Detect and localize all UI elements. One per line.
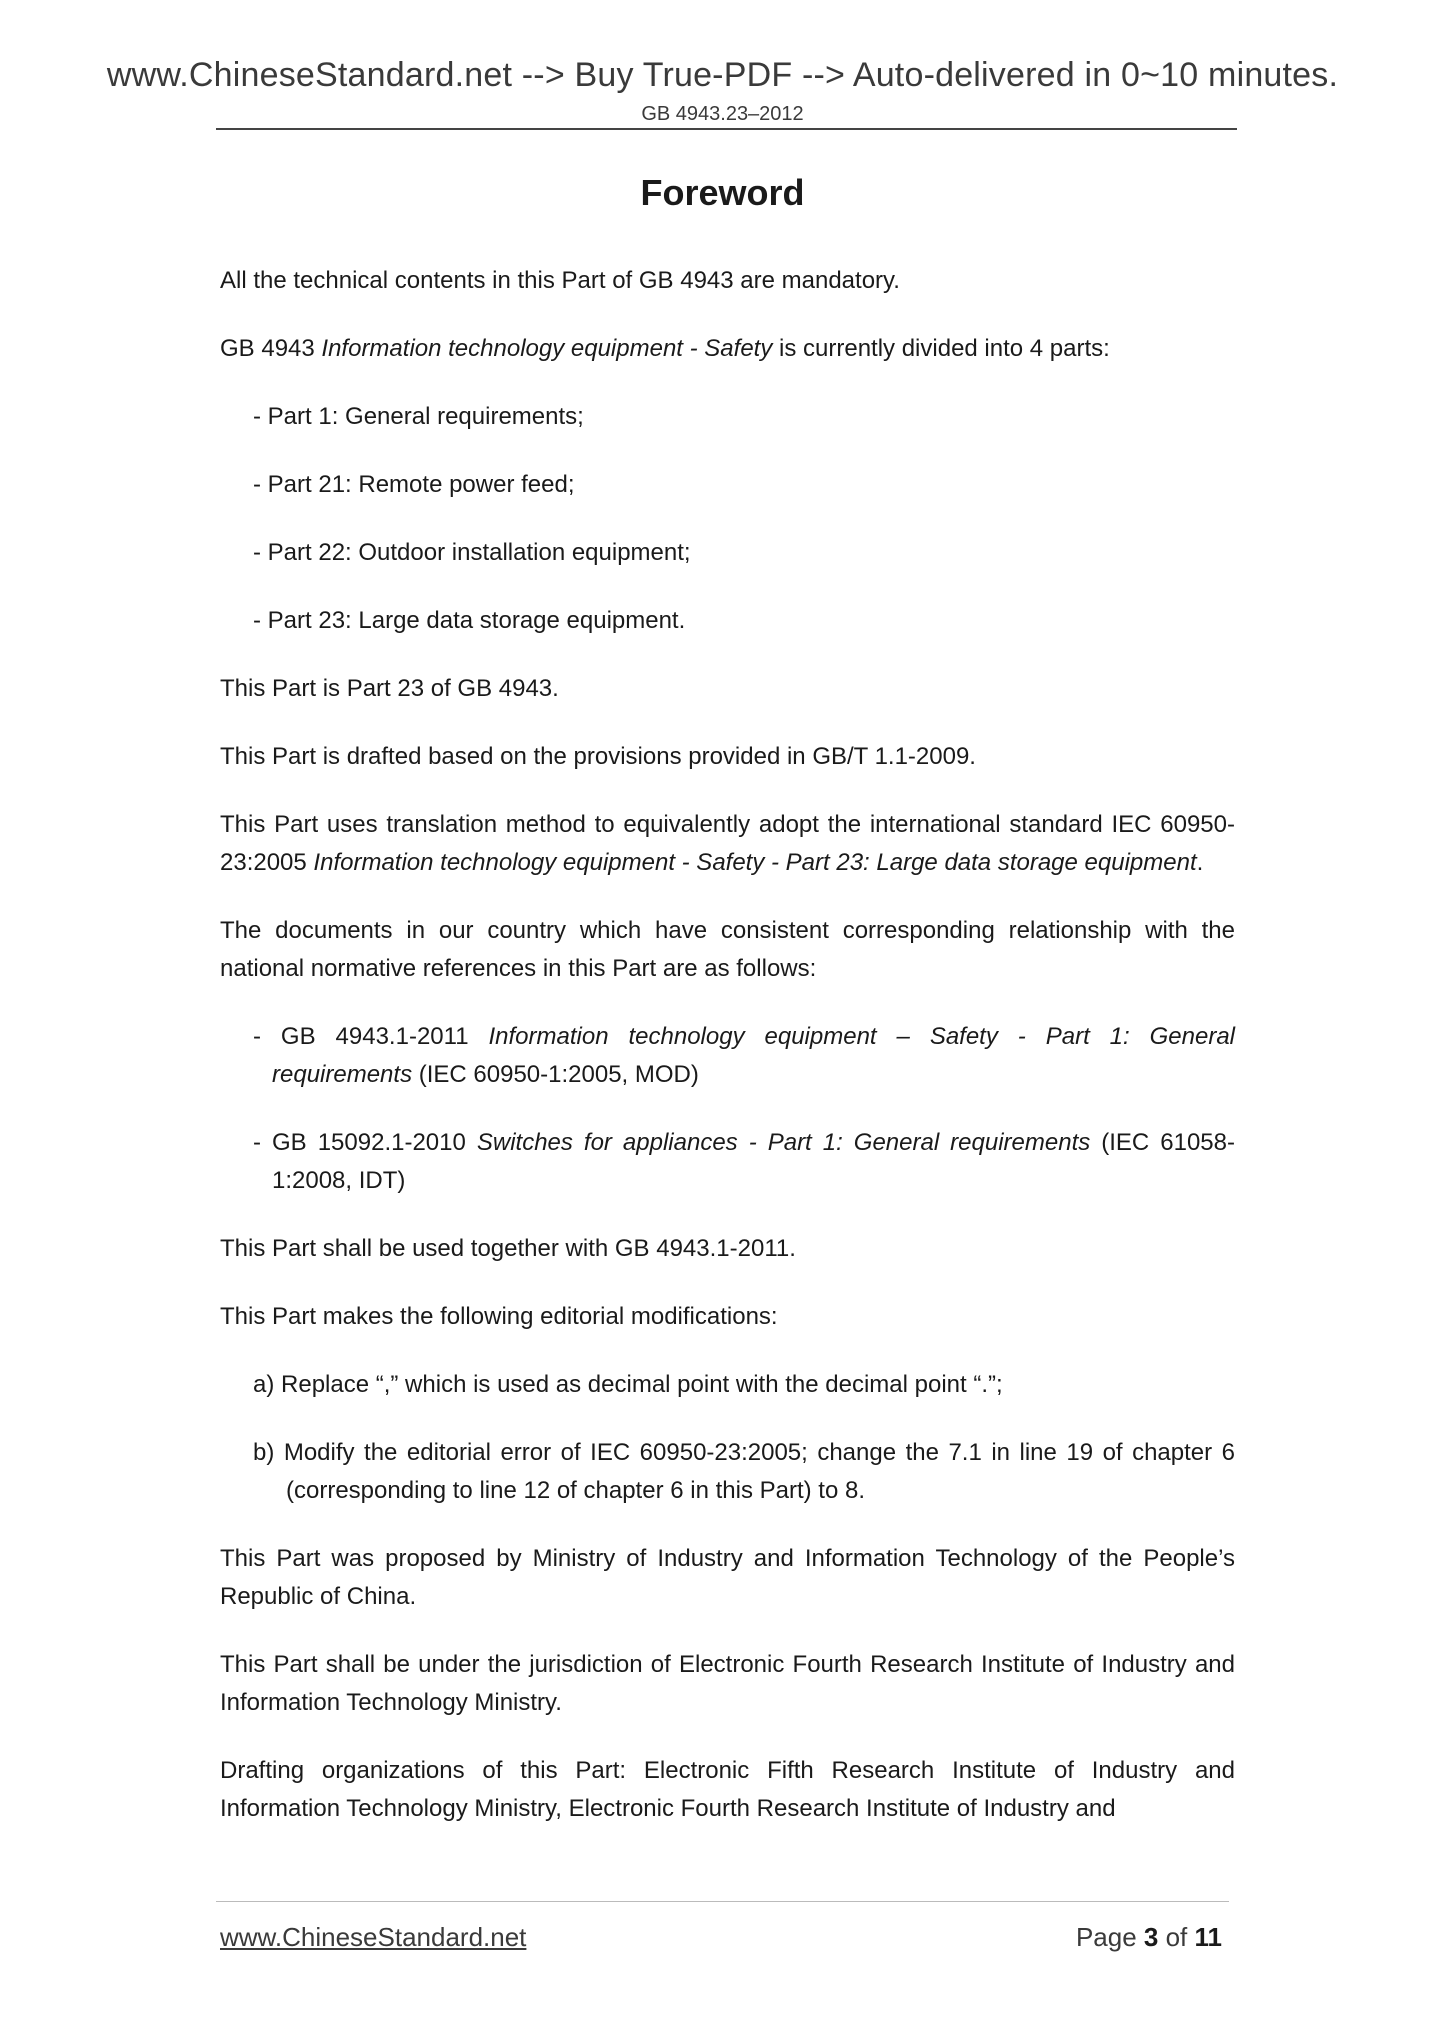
jurisdiction-paragraph: This Part shall be under the jurisdiction of Electronic Fourth Research Institute of Industry and Information Technology Ministry. (220, 1651, 1235, 1716)
adoption-paragraph (220, 806, 1235, 882)
mandatory-paragraph: All the technical contents in this Part of GB 4943 are mandatory. (220, 267, 900, 294)
reference-title: Switches for appliances - Part 1: General requirements (476, 1129, 1091, 1156)
page-total: 11 (1194, 1922, 1222, 1952)
parts-intro-title: Information technology equipment - Safety (321, 335, 773, 362)
proposer-paragraph: This Part was proposed by Ministry of Industry and Information Technology of the People’s Republic of China. (220, 1545, 1235, 1610)
list-item: - Part 21: Remote power feed; (253, 471, 575, 498)
reference-equivalence: (IEC 61058-1:2008, IDT) (272, 1129, 1235, 1194)
usage-paragraph: This Part shall be used together with GB 4943.1-2011. (220, 1235, 796, 1262)
references-list (220, 1018, 1235, 1200)
modification-item: b) Modify the editorial error of IEC 60950-23:2005; change the 7.1 in line 19 of chapter 6 (corresponding to line 12 of chapter 6 in this Part) to 8. (253, 1439, 1235, 1504)
page-number: 3 (1143, 1922, 1159, 1952)
adoption-standard-title: Information technology equipment - Safety - Part 23: Large data storage equipment (313, 849, 1197, 876)
reference-item (253, 1124, 1235, 1200)
page-indicator (1076, 1922, 1222, 1953)
footer-site-link[interactable]: www.ChineseStandard.net (220, 1922, 527, 1952)
list-item: - Part 23: Large data storage equipment. (253, 607, 686, 634)
footer-divider (216, 1901, 1229, 1902)
adoption-tail: . (1196, 849, 1204, 876)
header-divider (216, 128, 1237, 130)
reference-item (253, 1018, 1235, 1094)
reference-equivalence: (IEC 60950-1:2005, MOD) (412, 1061, 699, 1088)
part-number-paragraph: This Part is Part 23 of GB 4943. (220, 675, 559, 702)
modification-item: a) Replace “,” which is used as decimal point with the decimal point “.”; (253, 1371, 1003, 1398)
page-of-label: of (1158, 1922, 1195, 1952)
parts-intro-text: GB 4943 (220, 335, 322, 362)
parts-intro-tail: is currently divided into 4 parts: (772, 335, 1110, 362)
reference-code: - GB 15092.1-2010 (253, 1129, 477, 1156)
references-intro-paragraph: The documents in our country which have consistent corresponding relationship with the national normative references in this Part are as follows: (220, 917, 1235, 982)
list-item: - Part 1: General requirements; (253, 403, 584, 430)
parts-list (220, 398, 1235, 640)
page-label: Page (1075, 1922, 1144, 1952)
drafting-basis-paragraph: This Part is drafted based on the provisions provided in GB/T 1.1-2009. (220, 743, 976, 770)
top-banner[interactable]: www.ChineseStandard.net --> Buy True-PDF --> Auto-delivered in 0~10 minutes. (106, 56, 1339, 94)
modifications-intro-paragraph: This Part makes the following editorial modifications: (220, 1303, 778, 1330)
adoption-text: This Part uses translation method to equivalently adopt the international standard IEC 60950-23:2005 (220, 811, 1235, 876)
standard-code: GB 4943.23–2012 (641, 103, 804, 125)
reference-code: - GB 4943.1-2011 (253, 1023, 489, 1050)
document-body (220, 262, 1235, 1858)
page-title: Foreword (640, 172, 805, 213)
reference-title: Information technology equipment – Safety - Part 1: General requirements (272, 1023, 1236, 1088)
modifications-list (220, 1366, 1235, 1510)
list-item: - Part 22: Outdoor installation equipment; (253, 539, 691, 566)
parts-intro-paragraph (220, 330, 1235, 368)
drafting-organizations-paragraph: Drafting organizations of this Part: Electronic Fifth Research Institute of Industry and Information Technology Ministry, Electronic Fourth Research Institute of Industry and (220, 1757, 1235, 1822)
